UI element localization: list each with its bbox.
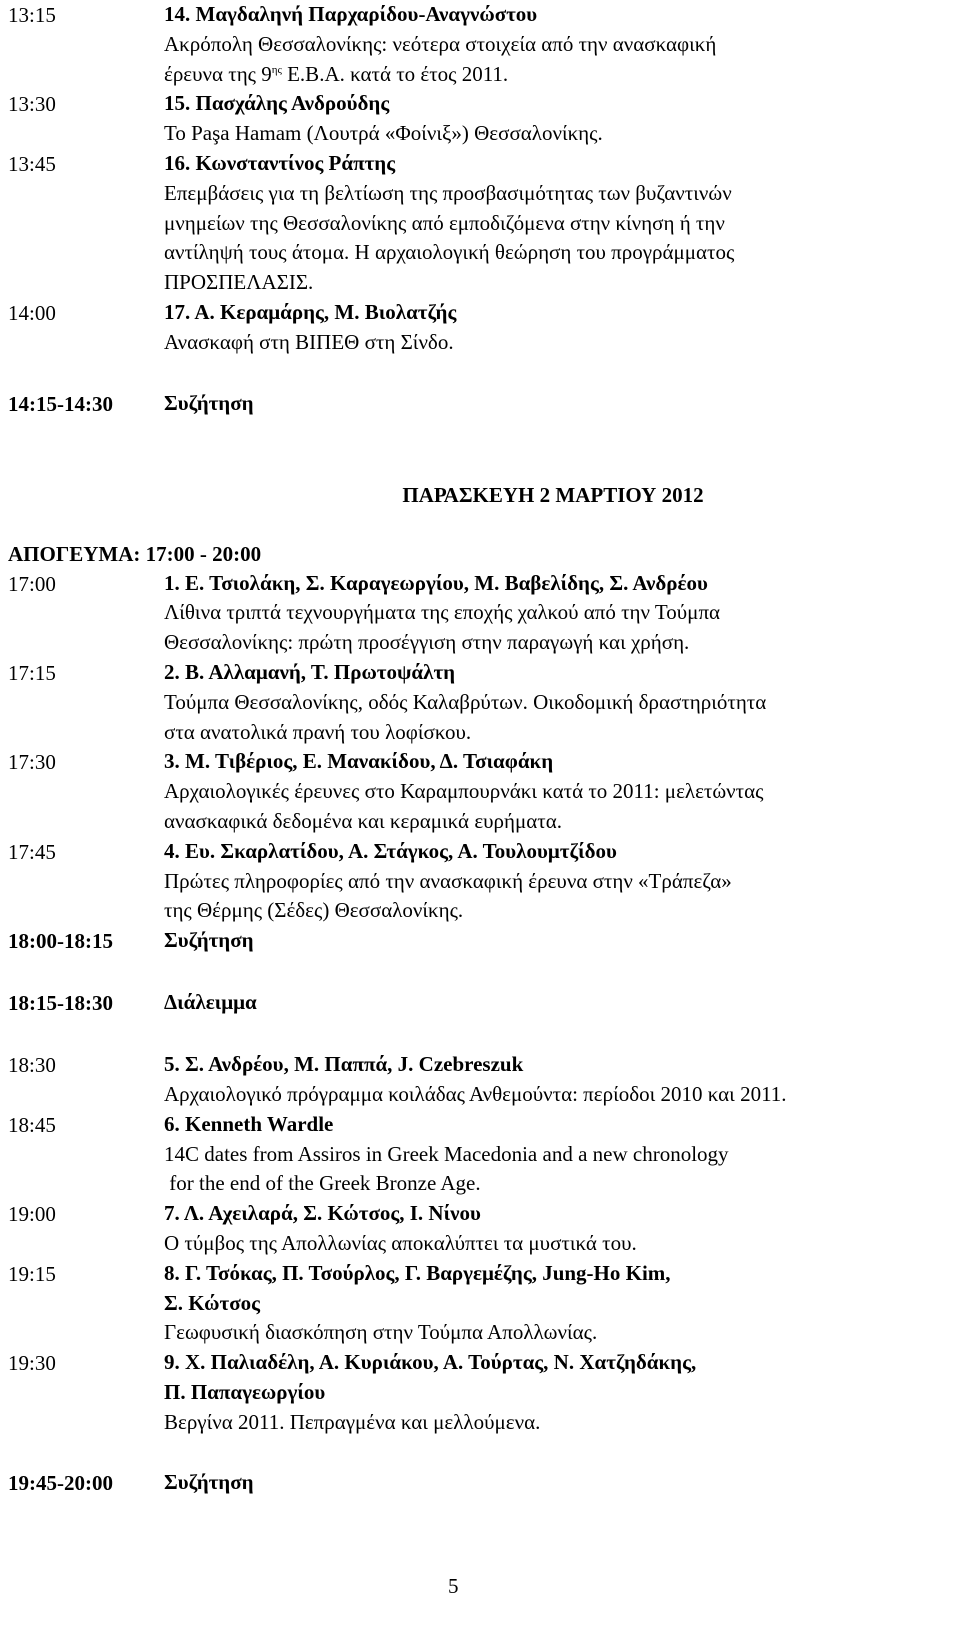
talk-content	[164, 298, 948, 358]
talk-content	[164, 747, 948, 836]
day-heading: ΠΑΡΑΣΚΕΥΗ 2 ΜΑΡΤΙΟΥ 2012	[402, 482, 704, 507]
break-label: Διάλειμμα	[164, 990, 257, 1015]
talk-content	[164, 569, 948, 658]
talk-row	[8, 1110, 948, 1199]
talk-row	[8, 1050, 948, 1110]
talk-title-line: Βεργίνα 2011. Πεπραγμένα και μελλούμενα.	[164, 1409, 541, 1434]
talk-title-line: Αρχαιολογικές έρευνες στο Καραμπουρνάκι κατά το 2011: μελετώντας	[164, 779, 764, 804]
talk-title-line: ανασκαφικά δεδομένα και κεραμικά ευρήματα.	[164, 808, 562, 833]
talk-content	[164, 89, 948, 149]
break-time: 18:15-18:30	[8, 991, 113, 1016]
talk-title-line: Τούμπα Θεσσαλονίκης, οδός Καλαβρύτων. Οικοδομική δραστηριότητα	[164, 689, 767, 714]
discussion-label: Συζήτηση	[164, 1470, 254, 1495]
talk-time: 19:00	[8, 1202, 56, 1227]
talk-row	[8, 89, 948, 149]
talk-authors: 1. Ε. Τσιολάκη, Σ. Καραγεωργίου, Μ. Βαβελίδης, Σ. Ανδρέου	[164, 570, 708, 595]
session-heading: ΑΠΟΓΕΥΜΑ: 17:00 - 20:00	[8, 541, 262, 566]
talk-content	[164, 658, 948, 747]
talk-title-line: for the end of the Greek Bronze Age.	[164, 1171, 481, 1196]
talk-row	[8, 747, 948, 836]
talk-row	[8, 1348, 948, 1437]
talk-row	[8, 658, 948, 747]
talk-title-line: αντίληψή τους άτομα. Η αρχαιολογική θεώρηση του προγράμματος	[164, 240, 735, 265]
spacer	[8, 1437, 948, 1468]
talk-row	[8, 1199, 948, 1259]
talk-authors: 6. Kenneth Wardle	[164, 1111, 334, 1136]
break-row	[8, 988, 948, 1018]
talk-row	[8, 0, 948, 89]
talk-content	[164, 1199, 948, 1259]
talk-content	[164, 837, 948, 926]
talk-time: 17:30	[8, 750, 56, 775]
talk-title-line: Θεσσαλονίκης: πρώτη προσέγγιση στην παραγωγή και χρήση.	[164, 630, 690, 655]
talk-content	[164, 1050, 948, 1110]
discussion-label: Συζήτηση	[164, 928, 254, 953]
talk-row	[8, 1259, 948, 1348]
talk-title-line: Λίθινα τριπτά τεχνουργήματα της εποχής χαλκού από την Τούμπα	[164, 600, 721, 625]
talk-authors: 7. Λ. Αχειλαρά, Σ. Κώτσος, Ι. Νίνου	[164, 1201, 481, 1226]
talk-authors: 17. Α. Κεραμάρης, Μ. Βιολατζής	[164, 299, 457, 324]
talk-title-line: Ο τύμβος της Απολλωνίας αποκαλύπτει τα μυστικά του.	[164, 1230, 637, 1255]
talk-time: 19:30	[8, 1351, 56, 1376]
spacer	[8, 358, 948, 389]
talk-authors: Σ. Κώτσος	[164, 1290, 260, 1315]
talk-title-line: στα ανατολικά πρανή του λοφίσκου.	[164, 719, 472, 744]
talk-row	[8, 298, 948, 358]
talk-title-line: Γεωφυσική διασκόπηση στην Τούμπα Απολλωνίας.	[164, 1320, 598, 1345]
talk-authors: 15. Πασχάλης Ανδρούδης	[164, 91, 390, 116]
talk-content	[164, 0, 948, 89]
spacer	[8, 1018, 948, 1050]
talk-authors: 2. Β. Αλλαμανή, Τ. Πρωτοψάλτη	[164, 659, 456, 684]
discussion-row	[8, 926, 948, 956]
talk-row	[8, 569, 948, 658]
talk-authors: 4. Ευ. Σκαρλατίδου, Α. Στάγκος, Α. Τουλουμτζίδου	[164, 838, 617, 863]
talk-content	[164, 1259, 948, 1348]
discussion-row	[8, 1468, 948, 1498]
spacer	[8, 510, 948, 539]
discussion-label: Συζήτηση	[164, 390, 254, 415]
talk-row	[8, 837, 948, 926]
talk-time: 13:15	[8, 3, 56, 27]
discussion-time: 14:15-14:30	[8, 391, 113, 416]
talk-time: 13:30	[8, 92, 56, 117]
page-number: 5	[448, 1574, 459, 1598]
talk-title-text: Ε.Β.Α. κατά το έτος 2011.	[281, 61, 509, 86]
talk-content	[164, 1110, 948, 1199]
talk-authors: 8. Γ. Τσόκας, Π. Τσούρλος, Γ. Βαργεμέζης, Jung-Ho Kim,	[164, 1260, 671, 1285]
talk-authors: 3. Μ. Τιβέριος, Ε. Μανακίδου, Δ. Τσιαφάκη	[164, 749, 554, 774]
talk-time: 13:45	[8, 151, 56, 176]
talk-title-line: Το Paşa Hamam (Λουτρά «Φοίνιξ») Θεσσαλονίκης.	[164, 121, 603, 146]
talk-authors: Π. Παπαγεωργίου	[164, 1379, 326, 1404]
talk-time: 17:15	[8, 660, 56, 685]
talk-title-line: της Θέρμης (Σέδες) Θεσσαλονίκης.	[164, 898, 464, 923]
talk-content	[164, 149, 948, 298]
talk-title-text: έρευνα της 9	[164, 61, 272, 86]
program-page	[8, 0, 948, 1498]
talk-time: 19:15	[8, 1261, 56, 1286]
talk-title-line: μνημείων της Θεσσαλονίκης από εμποδιζόμενα στην κίνηση ή την	[164, 210, 725, 235]
talk-time: 17:45	[8, 839, 56, 864]
talk-title-line: Αρχαιολογικό πρόγραμμα κοιλάδας Ανθεμούντα: περίοδοι 2010 και 2011.	[164, 1081, 787, 1106]
spacer	[8, 956, 948, 988]
talk-title-line: Πρώτες πληροφορίες από την ανασκαφική έρευνα στην «Τράπεζα»	[164, 868, 732, 893]
ordinal-suffix: ης	[271, 63, 282, 76]
talk-title-line: Επεμβάσεις για τη βελτίωση της προσβασιμότητας των βυζαντινών	[164, 180, 732, 205]
spacer	[8, 419, 948, 480]
talk-authors: 9. Χ. Παλιαδέλη, Α. Κυριάκου, Α. Τούρτας, Ν. Χατζηδάκης,	[164, 1350, 697, 1375]
talk-authors: 5. Σ. Ανδρέου, Μ. Παππά, J. Czebreszuk	[164, 1052, 524, 1077]
talk-content	[164, 1348, 948, 1437]
discussion-time: 19:45-20:00	[8, 1471, 113, 1496]
talk-authors: 16. Κωνσταντίνος Ράπτης	[164, 150, 396, 175]
talk-time: 14:00	[8, 300, 56, 325]
talk-title-line: 14C dates from Assiros in Greek Macedonia and a new chronology	[164, 1141, 729, 1166]
talk-title-line: ΠΡΟΣΠΕΛΑΣΙΣ.	[164, 270, 314, 295]
talk-title-line: Ανασκαφή στη ΒΙΠΕΘ στη Σίνδο.	[164, 329, 454, 354]
talk-time: 18:45	[8, 1112, 56, 1137]
talk-time: 18:30	[8, 1053, 56, 1078]
discussion-row	[8, 389, 948, 419]
talk-row	[8, 149, 948, 298]
talk-authors: 14. Μαγδαληνή Παρχαρίδου-Αναγνώστου	[164, 2, 538, 26]
discussion-time: 18:00-18:15	[8, 929, 113, 954]
talk-time: 17:00	[8, 571, 56, 596]
talk-title-line: Ακρόπολη Θεσσαλονίκης: νεότερα στοιχεία από την ανασκαφική	[164, 31, 717, 56]
talk-title-line	[164, 60, 948, 90]
